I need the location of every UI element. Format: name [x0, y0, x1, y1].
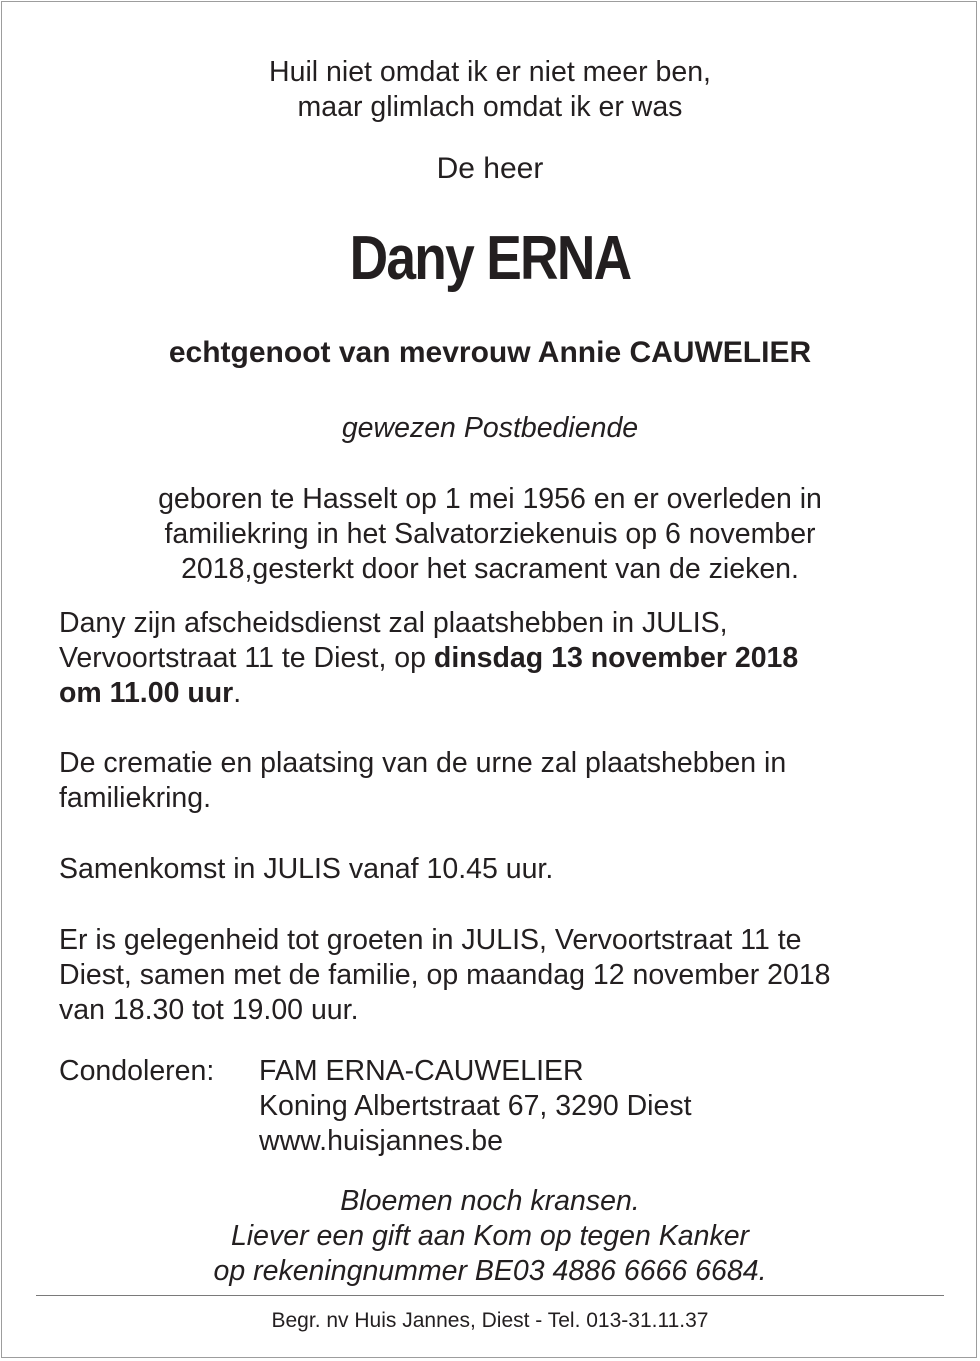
condolences-address: Koning Albertstraat 67, 3290 Diest: [259, 1090, 692, 1122]
motto-line-1: Huil niet omdat ik er niet meer ben,: [269, 56, 711, 88]
gathering: Samenkomst in JULIS vanaf 10.45 uur.: [59, 853, 554, 885]
service-period: .: [233, 677, 242, 709]
birth-death-line-3: 2018,gesterkt door het sacrament van de zieken.: [181, 553, 799, 585]
condolences-name: FAM ERNA-CAUWELIER: [259, 1055, 584, 1087]
deceased-name: Dany ERNA: [349, 224, 631, 293]
service-date: dinsdag 13 november 2018: [433, 642, 799, 674]
service-line-1: Dany zijn afscheidsdienst zal plaatshebben in JULIS,: [59, 607, 728, 639]
relation: echtgenoot van mevrouw Annie CAUWELIER: [168, 336, 812, 369]
birth-death-line-1: geboren te Hasselt op 1 mei 1956 en er overleden in: [158, 483, 822, 515]
service-location: Vervoortstraat 11 te Diest, op: [59, 642, 434, 674]
service-line-3: [59, 676, 241, 711]
cremation-line-1: De crematie en plaatsing van de urne zal plaatshebben in: [59, 747, 787, 779]
cremation-line-2: familiekring.: [59, 782, 212, 814]
footer-funeral-home: Begr. nv Huis Jannes, Diest - Tel. 013-31.11.37: [271, 1309, 709, 1332]
condolences-website[interactable]: www.huisjannes.be: [259, 1125, 503, 1157]
flowers-line-2: Liever een gift aan Kom op tegen Kanker: [230, 1220, 750, 1252]
salutation: De heer: [436, 152, 544, 185]
service-line-2: [59, 641, 798, 676]
farewell-line-3: van 18.30 tot 19.00 uur.: [59, 994, 359, 1026]
condolences-label: Condoleren:: [59, 1055, 215, 1087]
motto-line-2: maar glimlach omdat ik er was: [297, 91, 683, 123]
occupation: gewezen Postbediende: [341, 412, 639, 444]
farewell-line-1: Er is gelegenheid tot groeten in JULIS, Vervoortstraat 11 te: [59, 924, 802, 956]
flowers-line-1: Bloemen noch kransen.: [340, 1185, 640, 1217]
footer-divider: [36, 1295, 944, 1296]
birth-death-line-2: familiekring in het Salvatorziekenuis op 6 november: [164, 518, 816, 550]
farewell-line-2: Diest, samen met de familie, op maandag 12 november 2018: [59, 959, 831, 991]
flowers-line-3: op rekeningnummer BE03 4886 6666 6684.: [213, 1255, 767, 1287]
service-time: om 11.00 uur: [59, 677, 234, 709]
